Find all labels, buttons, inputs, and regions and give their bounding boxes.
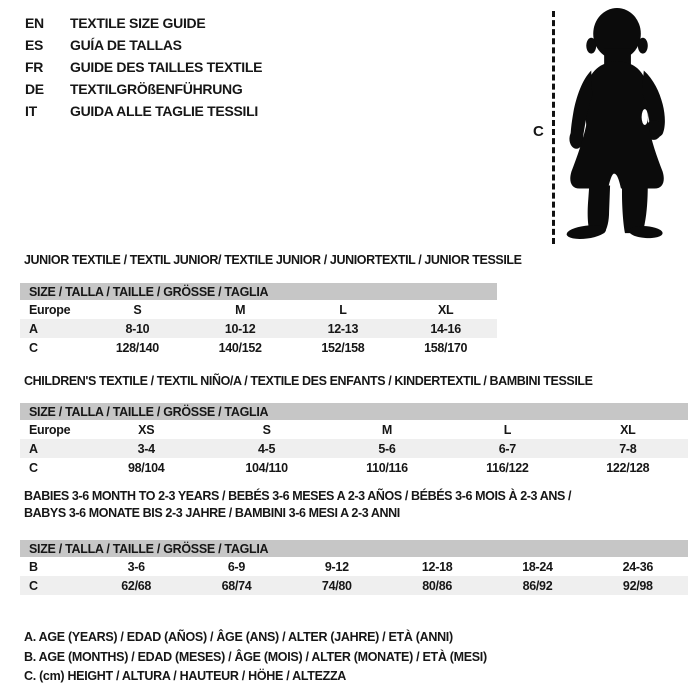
size-cell: 128/140 (115, 340, 159, 355)
table-header-row (20, 540, 688, 557)
size-cell: L (339, 302, 347, 317)
size-cell: 5-6 (327, 439, 447, 458)
size-cell: 3-4 (86, 439, 206, 458)
row-label: Europe (29, 302, 71, 317)
junior-textile-table (20, 283, 497, 357)
table-row (20, 300, 497, 319)
row-label: Europe (29, 422, 71, 437)
footnote-legend (24, 628, 487, 687)
height-measure-dashed-line (552, 11, 555, 244)
size-cell: 3-6 (127, 559, 145, 574)
size-cell: M (235, 302, 246, 317)
childrens-textile-title: CHILDREN'S TEXTILE / TEXTIL NIÑO/A / TEXTILE DES ENFANTS / KINDERTEXTIL / BAMBINI TESSILE (24, 374, 593, 388)
childrens-textile-table (20, 403, 688, 477)
size-cell: 80/86 (387, 576, 487, 595)
size-cell: 122/128 (606, 460, 650, 475)
size-cell: XL (437, 302, 454, 317)
table-row (20, 338, 497, 357)
size-cell: 152/158 (321, 340, 365, 355)
language-code: EN (25, 15, 44, 31)
size-cell: XL (620, 422, 636, 437)
row-label: C (29, 460, 38, 475)
table-header-row (20, 283, 497, 300)
row-label: B (29, 559, 38, 574)
language-label: GUIDE DES TAILLES TEXTILE (70, 59, 263, 75)
size-cell: 140/152 (218, 340, 262, 355)
footnote-c: C. (cm) HEIGHT / ALTURA / HAUTEUR / HÖHE / ALTEZZA (24, 669, 347, 683)
row-label: C (29, 340, 38, 355)
table-header-label: SIZE / TALLA / TAILLE / GRÖSSE / TAGLIA (20, 283, 497, 300)
row-label: A (20, 319, 86, 338)
footnote-a: A. AGE (YEARS) / EDAD (AÑOS) / ÂGE (ANS) / ALTER (JAHRE) / ETÀ (ANNI) (24, 630, 453, 644)
table-row (20, 576, 688, 595)
babies-textile-table (20, 540, 688, 595)
table-row (20, 557, 688, 576)
language-code: ES (25, 37, 44, 53)
size-cell: 62/68 (86, 576, 186, 595)
language-row (25, 100, 262, 122)
toddler-silhouette-icon (558, 7, 683, 245)
size-cell: S (262, 422, 271, 437)
size-cell: L (503, 422, 512, 437)
size-cell: M (381, 422, 393, 437)
size-cell: 104/110 (245, 460, 288, 475)
table-row (20, 319, 497, 338)
language-list (25, 12, 262, 122)
language-code: DE (25, 81, 44, 97)
language-row (25, 12, 262, 34)
size-cell: XS (138, 422, 155, 437)
babies-title-line-1: BABIES 3-6 MONTH TO 2-3 YEARS / BEBÉS 3-6 MESES A 2-3 AÑOS / BÉBÉS 3-6 MOIS À 2-3 ANS / (24, 489, 572, 503)
size-cell: 18-24 (522, 559, 553, 574)
language-row (25, 78, 262, 100)
language-label: GUÍA DE TALLAS (70, 37, 182, 53)
size-cell: S (133, 302, 142, 317)
size-cell: 6-9 (227, 559, 246, 574)
language-code: FR (25, 59, 44, 75)
size-cell: 4-5 (206, 439, 326, 458)
size-cell: 116/122 (486, 460, 529, 475)
size-cell: 6-7 (447, 439, 567, 458)
size-cell: 8-10 (86, 319, 189, 338)
size-cell: 10-12 (189, 319, 292, 338)
babies-title-line-2: BABYS 3-6 MONATE BIS 2-3 JAHRE / BAMBINI 3-6 MESI A 2-3 ANNI (24, 506, 400, 520)
babies-textile-title (24, 488, 571, 522)
size-cell: 92/98 (588, 576, 688, 595)
row-label: C (20, 576, 86, 595)
size-cell: 12-18 (421, 559, 453, 574)
size-cell: 74/80 (287, 576, 387, 595)
table-row (20, 458, 688, 477)
size-cell: 12-13 (292, 319, 395, 338)
language-row (25, 56, 262, 78)
language-label: TEXTILGRÖßENFÜHRUNG (70, 81, 243, 97)
size-cell: 98/104 (127, 460, 165, 475)
table-header-label: SIZE / TALLA / TAILLE / GRÖSSE / TAGLIA (20, 403, 688, 420)
size-cell: 14-16 (394, 319, 497, 338)
language-label: TEXTILE SIZE GUIDE (70, 15, 206, 31)
table-header-row (20, 403, 688, 420)
row-label: A (20, 439, 86, 458)
language-row (25, 34, 262, 56)
size-cell: 86/92 (487, 576, 587, 595)
footnote-b: B. AGE (MONTHS) / EDAD (MESES) / ÂGE (MOIS) / ALTER (MONATE) / ETÀ (MESI) (24, 649, 487, 664)
size-cell: 110/116 (366, 460, 408, 475)
junior-textile-title: JUNIOR TEXTILE / TEXTIL JUNIOR/ TEXTILE JUNIOR / JUNIORTEXTIL / JUNIOR TESSILE (24, 253, 522, 267)
size-cell: 24-36 (622, 559, 654, 574)
size-cell: 68/74 (186, 576, 286, 595)
size-cell: 158/170 (424, 340, 468, 355)
language-code: IT (25, 103, 37, 119)
table-row (20, 420, 688, 439)
language-label: GUIDA ALLE TAGLIE TESSILI (70, 103, 258, 119)
table-row (20, 439, 688, 458)
height-measure-label: C (533, 123, 544, 140)
size-cell: 9-12 (324, 559, 349, 574)
size-cell: 7-8 (568, 439, 688, 458)
table-header-label: SIZE / TALLA / TAILLE / GRÖSSE / TAGLIA (20, 540, 688, 557)
